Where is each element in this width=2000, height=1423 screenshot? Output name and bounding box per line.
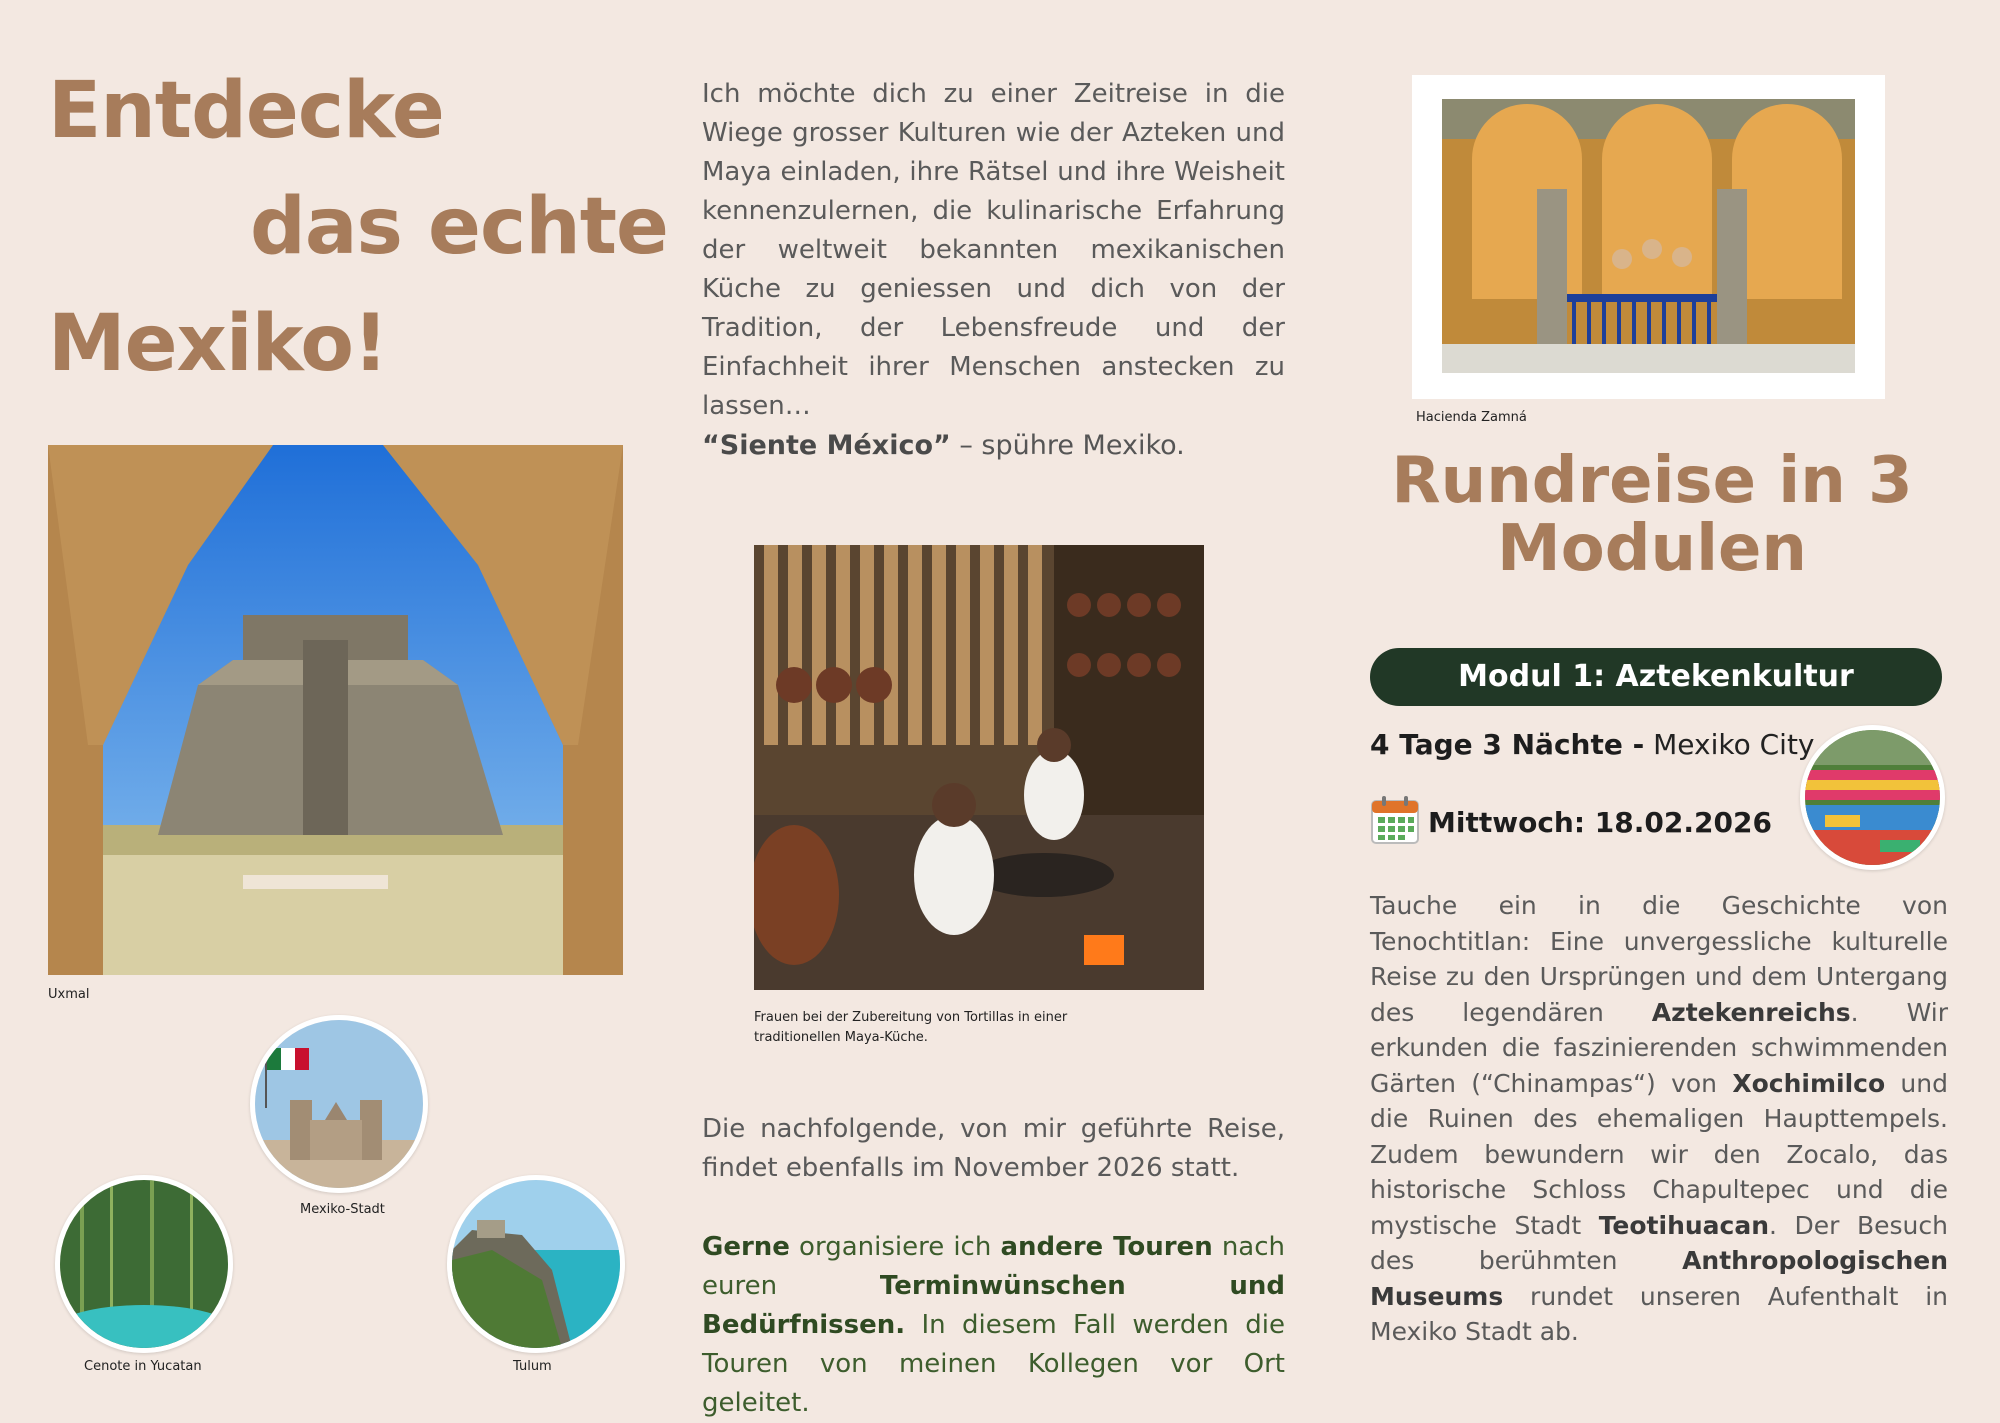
cenote-photo: [55, 1175, 233, 1353]
tour-title: [1362, 444, 1942, 586]
custom-bold-2: andere Touren: [1000, 1232, 1213, 1262]
custom-bold-1: Gerne: [702, 1232, 790, 1262]
kitchen-caption: [754, 1008, 1067, 1048]
tour-desc-bold-1: Aztekenreichs: [1651, 997, 1851, 1027]
tour-desc-part-4: . Der Besuch des berühmten: [1370, 1210, 1948, 1275]
custom-text-1: organisiere ich: [789, 1232, 1001, 1262]
tour-desc-part-2: . Wir erkunden die faszinierenden schwimmenden Gärten (“Chinampas“) von: [1370, 997, 1948, 1098]
tour-title-line-1: Rundreise in 3: [1391, 444, 1913, 518]
duration: [1370, 728, 1815, 761]
custom-tours-paragraph: [702, 1228, 1285, 1423]
headline-line-3: Mexiko!: [48, 299, 388, 389]
tour-desc-part-1: Tauche ein in die Geschichte von Tenochtitlan: Eine unvergessliche kulturelle Reise zu den Ursprüngen und dem Untergang des legendären: [1370, 891, 1948, 1027]
tour-date: Mittwoch: 18.02.2026: [1428, 805, 1772, 839]
xochimilco-photo: [1800, 725, 1945, 870]
cenote-caption: Cenote in Yucatan: [84, 1359, 202, 1374]
kitchen-caption-line-1: Frauen bei der Zubereitung von Tortillas in einer: [754, 1010, 1068, 1025]
motto: [702, 430, 1185, 461]
tour-title-line-2: Modulen: [1497, 512, 1807, 586]
mexiko-stadt-caption: Mexiko-Stadt: [300, 1202, 385, 1217]
maya-kitchen-photo: [754, 545, 1204, 990]
tour-desc-part-3: und die Ruinen des ehemaligen Haupttempels. Zudem bewundern wir den Zocalo, das historische Schloss Chapultepec und die mystische Stadt: [1370, 1068, 1948, 1240]
uxmal-caption: Uxmal: [48, 987, 90, 1002]
motto-rest: – spühre Mexiko.: [950, 430, 1185, 461]
tour-desc-part-5: rundet unseren Aufenthalt in Mexiko Stadt ab.: [1370, 1281, 1948, 1346]
headline-line-1: Entdecke: [48, 66, 444, 156]
hacienda-caption: Hacienda Zamná: [1416, 410, 1527, 425]
kitchen-caption-line-2: traditionellen Maya-Küche.: [754, 1030, 928, 1045]
headline-line-2: das echte: [250, 182, 668, 272]
motto-quote: “Siente México”: [702, 430, 951, 461]
hacienda-photo: [1442, 99, 1855, 373]
custom-bold-3: Terminwünschen und Bedürfnissen.: [702, 1271, 1285, 1340]
date-row: [1370, 795, 1772, 849]
tulum-photo: [447, 1175, 625, 1353]
next-tour-paragraph: Die nachfolgende, von mir geführte Reise, findet ebenfalls im November 2026 statt.: [702, 1114, 1285, 1183]
tour-desc-bold-4: Anthropologischen Museums: [1370, 1246, 1948, 1311]
intro-paragraph: Ich möchte dich zu einer Zeitreise in die Wiege grosser Kulturen wie der Azteken und Maya einladen, ihre Rätsel und ihre Weisheit kennenzulernen, die kulinarische Erfahrung der weltweit bekannten mexikanischen Küche zu geniessen und dich von der Tradition, der Lebensfreude und der Einfachheit ihrer Menschen anstecken zu lassen…: [702, 79, 1285, 421]
mexiko-stadt-photo: [250, 1015, 428, 1193]
custom-text-3: In diesem Fall werden die Touren von meinen Kollegen vor Ort geleitet.: [702, 1310, 1285, 1418]
tour-description: [1370, 888, 1948, 1350]
module-banner: Modul 1: Aztekenkultur: [1370, 648, 1942, 706]
calendar-icon: [1370, 795, 1420, 849]
duration-bold: 4 Tage 3 Nächte -: [1370, 728, 1645, 761]
tulum-caption: Tulum: [513, 1359, 552, 1374]
tour-desc-bold-3: Teotihuacan: [1598, 1210, 1770, 1240]
uxmal-photo: [48, 445, 623, 975]
custom-text-2: nach euren: [702, 1232, 1286, 1301]
tour-desc-bold-2: Xochimilco: [1732, 1068, 1886, 1098]
duration-city: Mexiko City: [1644, 728, 1815, 761]
